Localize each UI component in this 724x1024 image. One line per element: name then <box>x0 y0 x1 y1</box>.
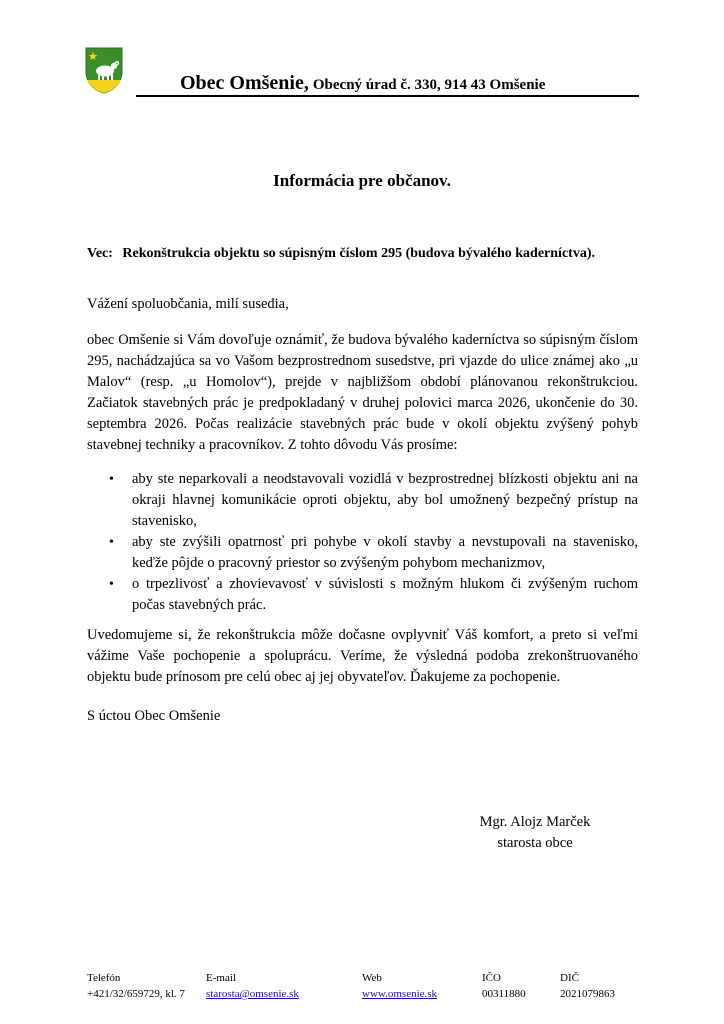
list-item: • aby ste zvýšili opatrnosť pri pohybe v okolí stavby a nevstupovali na stavenisko, keďže pôjde o pracovný priestor so zvýšeným pohybom mechanizmov, <box>87 532 638 574</box>
municipality-name: Obec Omšenie, <box>180 72 309 94</box>
dic-value: 2021079863 <box>560 988 615 1000</box>
email-link[interactable]: starosta@omsenie.sk <box>206 988 299 1000</box>
footer-phone <box>87 970 185 1002</box>
footer-web <box>362 970 437 1002</box>
ico-value: 00311880 <box>482 988 526 1000</box>
intro-paragraph: obec Omšenie si Vám dovoľuje oznámiť, že budova bývalého kaderníctva so súpisným číslom 295, nachádzajúca sa vo Vašom bezprostrednom susedstve, pri vjazde do ulice známej ako „u Malov“ (resp. „u Homolov“), prejde v najbližšom období plánovanou rekonštrukciou. Začiatok stavebných prác je predpokladaný v druhej polovici marca 2026, ukončenie do 30. septembra 2026. Počas realizácie stavebných prác bude v okolí objektu zvýšený pohyb stavebnej techniky a pracovníkov. Z tohto dôvodu Vás prosíme: <box>87 332 638 453</box>
footer-ico <box>482 970 526 1002</box>
signatory-role: starosta obce <box>497 835 573 851</box>
office-address: Obecný úrad č. 330, 914 43 Omšenie <box>312 77 546 93</box>
email-label: E-mail <box>206 972 236 984</box>
footer-dic <box>560 970 615 1002</box>
list-item: • aby ste neparkovali a neodstavovali vozidlá v bezprostrednej blízkosti objektu ani na okraji hlavnej komunikácie oproti objektu, aby bol umožnený bezpečný prístup na stavenisko, <box>87 469 638 532</box>
footer-email <box>206 970 299 1002</box>
coat-of-arms-icon <box>84 46 124 94</box>
list-item: • o trpezlivosť a zhovievavosť v súvislosti s možným hlukom či zvýšeným ruchom počas stavebných prác. <box>87 574 638 616</box>
signature-block <box>470 812 600 854</box>
subject-line <box>87 244 595 264</box>
letterhead-rule <box>136 95 639 97</box>
subject-label: Vec: <box>87 246 113 261</box>
sign-off: S úctou Obec Omšenie <box>87 708 221 724</box>
subject-text: Rekonštrukcia objektu so súpisným číslom 295 (budova bývalého kaderníctva). <box>122 246 595 261</box>
document-title: Informácia pre občanov. <box>273 171 451 190</box>
web-link[interactable]: www.omsenie.sk <box>362 988 438 1000</box>
dic-label: DIČ <box>560 972 579 984</box>
closing-paragraph: Uvedomujeme si, že rekonštrukcia môže dočasne ovplyvniť Váš komfort, a preto si veľmi vážime Vaše pochopenie a spoluprácu. Veríme, že výsledná podoba zrekonštruovaného objektu bude prínosom pre celú obec aj jej obyvateľov. Ďakujeme za pochopenie. <box>87 627 638 685</box>
phone-value: +421/32/659729, kl. 7 <box>87 988 185 1000</box>
web-label: Web <box>362 972 382 984</box>
ico-label: IČO <box>482 972 501 984</box>
greeting: Vážení spoluobčania, milí susedia, <box>87 296 289 312</box>
phone-label: Telefón <box>87 972 121 984</box>
signatory-name: Mgr. Alojz Marček <box>479 814 591 830</box>
letterhead-title <box>180 72 545 96</box>
request-list <box>87 469 638 616</box>
